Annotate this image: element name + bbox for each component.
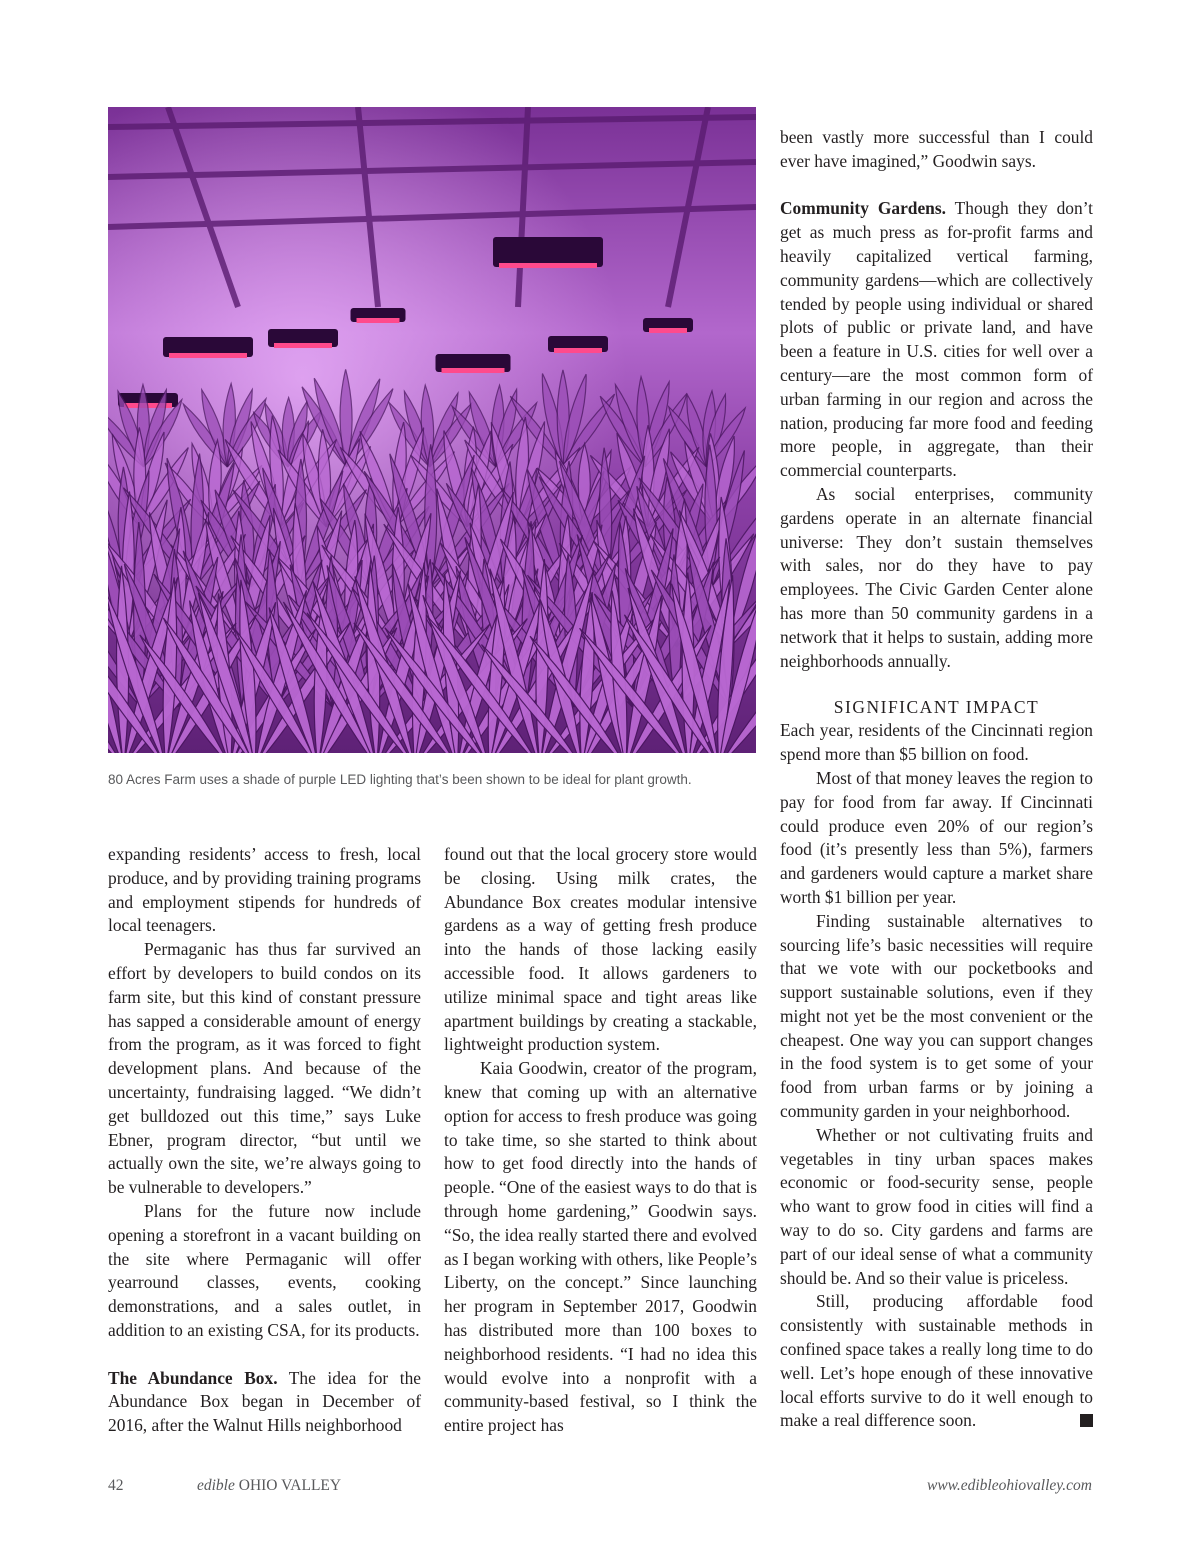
magazine-name-italic: edible <box>197 1477 235 1494</box>
magazine-name-rest: OHIO VALLEY <box>234 1477 342 1494</box>
paragraph <box>108 1367 421 1438</box>
purple-led-farm-illustration <box>108 107 756 753</box>
page-number: 42 <box>108 1477 124 1494</box>
paragraph: Plans for the future now include opening a storefront in a vacant building on the site where Permaganic will offer yearround classes, events, cooking demonstrations, and a sales outlet, in addition to an existing CSA, for its products. <box>108 1200 421 1340</box>
paragraph: been vastly more successful than I could ever have imagined,” Goodwin says. <box>780 127 1093 171</box>
article-photo <box>108 107 756 753</box>
paragraph: As social enterprises, community gardens operate in an alternate financial universe: They don’t sustain themselves with sales, nor do they have to pay employees. The Civic Garden Center alone has more than 50 community gardens in a network that it helps to sustain, adding more neighborhoods annually. <box>780 483 1093 671</box>
paragraph: Most of that money leaves the region to pay for food from far away. If Cincinnati could produce even 20% of our region’s food (it’s presently less than 5%), farmers and gardeners would capture a market share worth $1 billion per year. <box>780 767 1093 907</box>
grow-lamp <box>351 308 406 323</box>
article-column-3 <box>780 126 1093 1433</box>
section-lead-in: Community Gardens. <box>780 198 946 219</box>
paragraph: expanding residents’ access to fresh, local produce, and by providing training programs and employment stipends for hundreds of local teenagers. <box>108 844 421 936</box>
paragraph <box>780 197 1093 483</box>
paragraph <box>780 1290 1093 1433</box>
paragraph-text: Though they don’t get as much press as for-profit farms and heavily capitalized vertical farming, community gardens—which are collectively tended by people using individual or shared plots of public or private land, and have been a feature in U.S. cities for well over a century—are the most common form of urban farming in our region and across the nation, producing far more food and feeding more people, in aggregate, than their commercial counterparts. <box>780 198 1093 481</box>
grow-lamp <box>268 329 338 348</box>
magazine-name <box>197 1477 341 1495</box>
section-lead-in: The Abundance Box. <box>108 1367 278 1388</box>
section-heading: SIGNIFICANT IMPACT <box>833 697 1040 718</box>
footer-url: www.edibleohiovalley.com <box>926 1477 1092 1494</box>
article-column-1 <box>108 843 421 1438</box>
paragraph: found out that the local grocery store would be closing. Using milk crates, the Abundance Box creates modular intensive gardens as a way of getting fresh produce into the hands of those lacking easily accessible food. It allows gardeners to utilize minimal space and tight areas like apartment buildings by creating a stackable, lightweight production system. <box>444 844 757 1055</box>
paragraph: Kaia Goodwin, creator of the program, knew that coming up with an alternative option for access to fresh produce was going to take time, so she started to think about how to get food directly into the hands of people. “One of the easiest ways to do that is through home gardening,” Goodwin says. “So, the idea really started there and evolved as I began working with others, like People’s Liberty, on the concept.” Since launching her program in September 2017, Goodwin has distributed more than 100 boxes to neighborhood residents. “I had no idea this would evolve into a nonprofit with a community-based festival, so I think the entire project has <box>444 1058 757 1436</box>
grow-lamp <box>493 237 603 268</box>
paragraph: Finding sustainable alternatives to sourcing life’s basic necessities will require that we vote with our pocketbooks and support sustainable solutions, even if they might not yet be the most convenient or the cheapest. One way you can support changes in the food system is to get some of your food from urban farms or by joining a community garden in your neighborhood. <box>780 910 1093 1122</box>
grow-lamp <box>163 337 253 358</box>
grow-lamp <box>643 318 693 333</box>
paragraph: Permaganic has thus far survived an effort by developers to build condos on its farm site, but this kind of constant pressure has sapped a considerable amount of energy from the program, as it was forced to fight development plans. And because of the uncertainty, fundraising lagged. “We didn’t get bulldozed out this time,” says Luke Ebner, program director, “but until we actually own the site, we’re always going to be vulnerable to developers.” <box>108 939 421 1198</box>
paragraph-text: The idea for the Abundance Box began in December of 2016, after the Walnut Hills neighborhood <box>108 1367 421 1436</box>
paragraph: Each year, residents of the Cincinnati region spend more than $5 billion on food. <box>780 720 1093 765</box>
end-mark-icon <box>1080 1414 1093 1427</box>
grow-lamp <box>436 354 511 373</box>
article-column-2 <box>444 843 757 1438</box>
paragraph-text: Still, producing affordable food consistently with sustainable methods in confined space takes a really long time to do well. Let’s hope enough of these innovative local efforts survive to do it well enough to make a real difference soon. <box>780 1291 1093 1431</box>
photo-caption: 80 Acres Farm uses a shade of purple LED lighting that’s been shown to be ideal for plant growth. <box>108 772 692 787</box>
grow-lamp <box>548 336 608 353</box>
paragraph: Whether or not cultivating fruits and vegetables in tiny urban spaces makes economic or food-security sense, people who want to grow food in cities will find a way to do so. City gardens and farms are part of our ideal sense of what a community should be. And so their value is priceless. <box>780 1124 1093 1288</box>
